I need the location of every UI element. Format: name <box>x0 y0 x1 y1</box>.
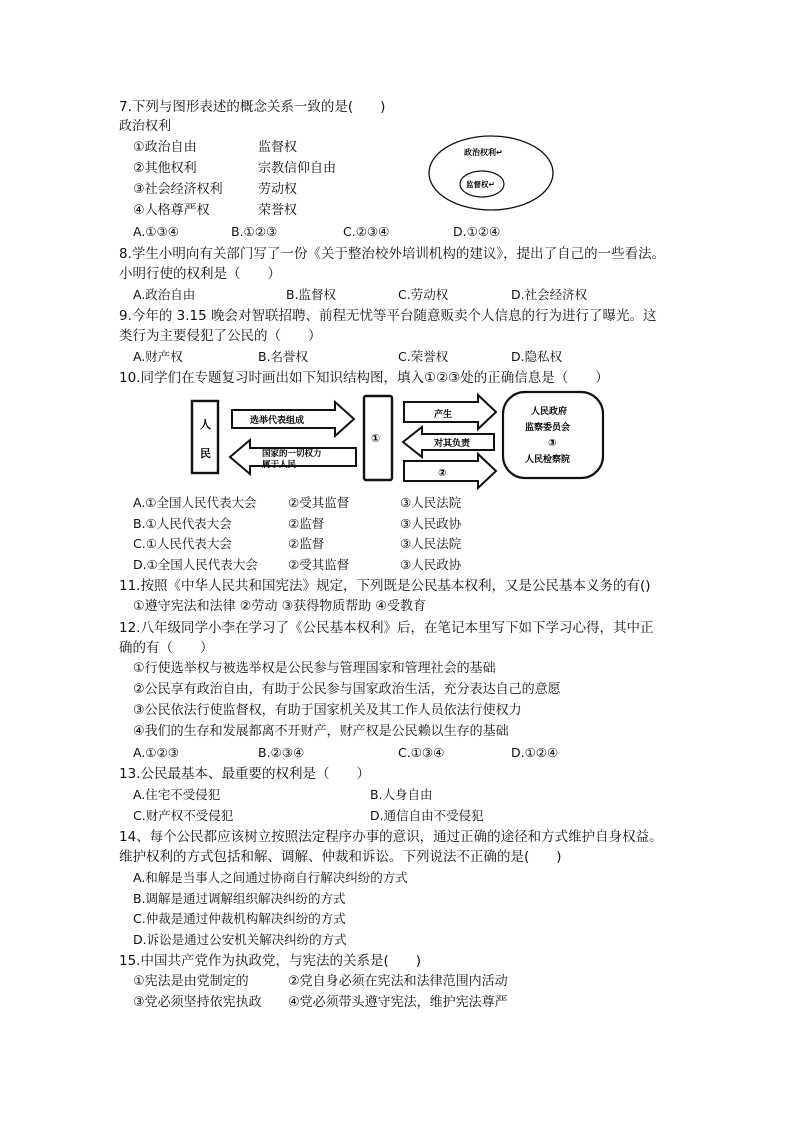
q12-item-2: ②公民享有政治自由，有助于公民参与国家政治生活，充分表达自己的意愿 <box>133 682 561 697</box>
q14-stem-line-2: 维护权利的方式包括和解、调解、仲裁和诉讼。下列说法不正确的是( ) <box>119 849 562 865</box>
q13-option-b[interactable]: B.人身自由 <box>370 787 433 802</box>
q10-arrow-produce-label: 产生 <box>434 410 453 420</box>
q12-stem-line-2: 确的有（ ） <box>119 640 214 656</box>
q12-stem-line-1: 12.八年级同学小李在学习了《公民基本权利》后，在笔记本里写下如下学习心得，其中正 <box>119 620 654 636</box>
q8-stem-line-1: 8.学生小明向有关部门写了一份《关于整治校外培训机构的建议》，提出了自己的一些看法。 <box>119 246 666 262</box>
q12-option-a[interactable]: A.①②③ <box>133 745 179 760</box>
q10-option-c-1[interactable]: C.①人民代表大会 <box>133 536 232 551</box>
q8-option-d[interactable]: D.社会经济权 <box>511 287 588 302</box>
q10-option-b-1[interactable]: B.①人民代表大会 <box>133 516 232 531</box>
q10-option-c-2: ②监督 <box>288 536 325 551</box>
q13-option-a[interactable]: A.住宅不受侵犯 <box>133 787 221 802</box>
q14-option-b[interactable]: B.调解是通过调解组织解决纠纷的方式 <box>133 891 346 906</box>
q10-organ-three: ③ <box>548 438 557 449</box>
q14-stem-line-1: 14、每个公民都应该树立按照法定程序办事的意识，通过正确的途径和方式维护自身权益。 <box>119 829 663 845</box>
q10-arrow-two-label: ② <box>438 468 447 479</box>
q11-items: ①遵守宪法和法律 ②劳动 ③获得物质帮助 ④受教育 <box>133 599 427 614</box>
q7-option-a[interactable]: A.①③④ <box>133 224 179 239</box>
q9-option-b[interactable]: B.名誉权 <box>258 349 309 364</box>
q12-item-3: ③公民依法行使监督权，有助于国家机关及其工作人员依法行使权力 <box>133 703 522 718</box>
q12-item-4: ④我们的生存和发展都离不开财产，财产权是公民赖以生存的基础 <box>133 724 509 739</box>
q7-label: 政治权利 <box>119 119 172 134</box>
q13-option-d[interactable]: D.通信自由不受侵犯 <box>370 808 484 823</box>
q7-row-4-right: 荣誉权 <box>258 203 298 218</box>
q7-row-2-right: 宗教信仰自由 <box>258 161 337 176</box>
q7-row-4-left: ④人格尊严权 <box>133 203 210 218</box>
q10-arrow-power-label-1: 国家的一切权力 <box>262 449 322 459</box>
q15-item-3: ③党必须坚持依宪执政 <box>133 995 262 1010</box>
q10-center-label: ① <box>371 432 381 445</box>
q12-option-d[interactable]: D.①②④ <box>511 745 559 760</box>
q7-row-3-left: ③社会经济权利 <box>133 182 223 197</box>
q10-arrow-elect-label: 选举代表组成 <box>250 416 305 426</box>
q7-row-3-right: 劳动权 <box>258 182 298 197</box>
q14-option-a[interactable]: A.和解是当事人之间通过协商自行解决纠纷的方式 <box>133 870 408 885</box>
q7-stem: 7.下列与图形表述的概念关系一致的是( ) <box>119 99 386 115</box>
q7-option-c[interactable]: C.②③④ <box>343 224 390 239</box>
q14-option-d[interactable]: D.诉讼是通过公安机关解决纠纷的方式 <box>133 932 347 947</box>
q10-structure-diagram <box>188 390 612 490</box>
q10-option-b-2: ②监督 <box>288 516 325 531</box>
q12-option-c[interactable]: C.①③④ <box>398 745 445 760</box>
q10-option-a-1[interactable]: A.①全国人民代表大会 <box>133 495 257 510</box>
q10-option-a-2: ②受其监督 <box>288 495 350 510</box>
q8-stem-line-2: 小明行使的权利是（ ） <box>119 266 281 282</box>
q9-stem-line-2: 类行为主要侵犯了公民的（ ） <box>119 328 322 344</box>
q7-option-b[interactable]: B.①②③ <box>231 224 278 239</box>
q8-option-b[interactable]: B.监督权 <box>286 287 337 302</box>
q15-stem: 15.中国共产党作为执政党，与宪法的关系是( ) <box>119 953 422 969</box>
q7-inner-label: 监督权↵ <box>466 180 495 189</box>
q7-outer-label: 政治权利↵ <box>464 148 503 157</box>
q10-stem: 10.同学们在专题复习时画出如下知识结构图，填入①②③处的正确信息是（ ） <box>119 370 609 386</box>
q12-option-b[interactable]: B.②③④ <box>258 745 305 760</box>
q13-stem: 13.公民最基本、最重要的权利是（ ） <box>119 766 370 782</box>
q10-arrow-power-label-2: 属于人民 <box>262 460 297 470</box>
q8-option-c[interactable]: C.劳动权 <box>398 287 449 302</box>
q15-item-1: ①宪法是由党制定的 <box>133 974 249 989</box>
q7-row-1-right: 监督权 <box>258 140 298 155</box>
q10-option-d-1[interactable]: D.①全国人民代表大会 <box>133 557 258 572</box>
q15-item-4: ④党必须带头遵守宪法，维护宪法尊严 <box>288 995 508 1010</box>
q10-arrow-two <box>404 454 496 488</box>
q9-option-d[interactable]: D.隐私权 <box>511 349 563 364</box>
q9-option-c[interactable]: C.荣誉权 <box>398 349 449 364</box>
q10-option-b-3: ③人民政协 <box>400 516 462 531</box>
q10-option-a-3: ③人民法院 <box>400 495 462 510</box>
q7-venn-diagram <box>426 133 556 213</box>
q15-item-2: ②党自身必须在宪法和法律范围内活动 <box>288 974 508 989</box>
q10-people-box <box>192 401 218 473</box>
q10-arrow-responsible-label: 对其负责 <box>434 439 471 449</box>
q7-row-2-left: ②其他权利 <box>133 161 197 176</box>
q10-option-d-3: ③人民政协 <box>400 557 462 572</box>
q12-item-1: ①行使选举权与被选举权是公民参与管理国家和管理社会的基础 <box>133 661 496 676</box>
q10-option-c-3: ③人民法院 <box>400 536 462 551</box>
q11-stem: 11.按照《中华人民共和国宪法》规定，下列既是公民基本权利，又是公民基本义务的有() <box>119 578 651 594</box>
q10-people-char-2: 民 <box>200 447 211 460</box>
q13-option-c[interactable]: C.财产权不受侵犯 <box>133 808 234 823</box>
q10-organ-procuratorate: 人民检察院 <box>525 455 571 465</box>
q10-organ-government: 人民政府 <box>531 407 568 417</box>
q10-option-d-2: ②受其监督 <box>288 557 350 572</box>
q7-option-d[interactable]: D.①②④ <box>453 224 501 239</box>
q7-row-1-left: ①政治自由 <box>133 140 197 155</box>
q14-option-c[interactable]: C.仲裁是通过仲裁机构解决纠纷的方式 <box>133 911 346 926</box>
q8-option-a[interactable]: A.政治自由 <box>133 287 196 302</box>
q10-organ-supervision: 监察委员会 <box>525 423 571 433</box>
q10-state-organs-box <box>503 392 603 478</box>
q9-stem-line-1: 9.今年的 3.15 晚会对智联招聘、前程无忧等平台随意贩卖个人信息的行为进行了曝光。这 <box>119 308 657 324</box>
q9-option-a[interactable]: A.财产权 <box>133 349 183 364</box>
q10-people-char-1: 人 <box>200 418 211 431</box>
